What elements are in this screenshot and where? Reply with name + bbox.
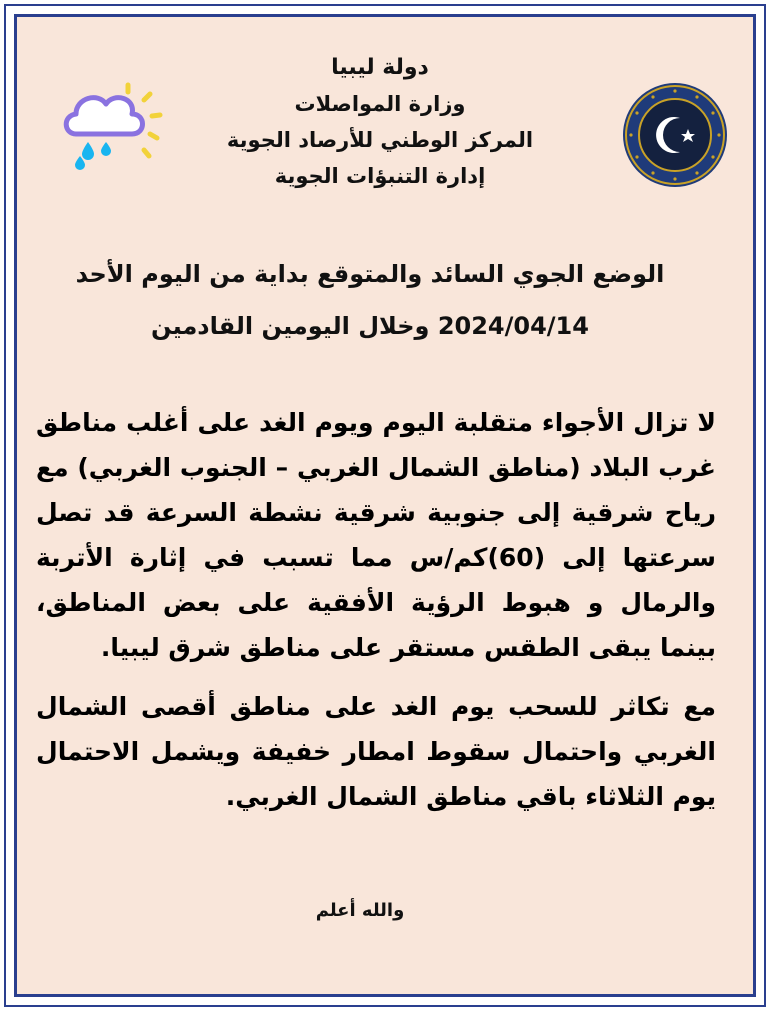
center-name: المركز الوطني للأرصاد الجوية — [226, 128, 534, 152]
paragraph-1: لا تزال الأجواء متقلبة اليوم ويوم الغد على أغلب مناطق غرب البلاد (مناطق الشمال الغربي – الجنوب الغربي) مع رياح شرقية إلى جنوبية شرقية نشطة السرعة قد تصل سرعتها إلى (60)كم/س مما تسبب في إثارة الأتربة والرمال و هبوط الرؤية الأفقية على بعض المناطق، بينما يبقى الطقس مستقر على مناطق شرق ليبيا. — [36, 408, 716, 662]
closing-phrase: والله أعلم — [315, 900, 405, 921]
bulletin-title — [40, 248, 700, 352]
state-name: دولة ليبيا — [331, 55, 429, 80]
bulletin-body — [36, 400, 716, 833]
libya-state-seal-icon — [620, 80, 730, 190]
document-header — [200, 50, 560, 194]
paragraph-2: مع تكاثر للسحب يوم الغد على مناطق أقصى الشمال الغربي واحتمال سقوط امطار خفيفة ويشمل الاحتمال يوم الثلاثاء باقي مناطق الشمال الغربي. — [36, 692, 716, 811]
title-line-1: الوضع الجوي السائد والمتوقع بداية من اليوم الأحد — [75, 260, 665, 288]
ministry-name: وزارة المواصلات — [294, 92, 466, 116]
department-name: إدارة التنبؤات الجوية — [274, 164, 486, 188]
title-line-2: 2024/04/14 وخلال اليومين القادمين — [151, 312, 589, 340]
cloud-rain-sun-icon — [58, 82, 178, 172]
